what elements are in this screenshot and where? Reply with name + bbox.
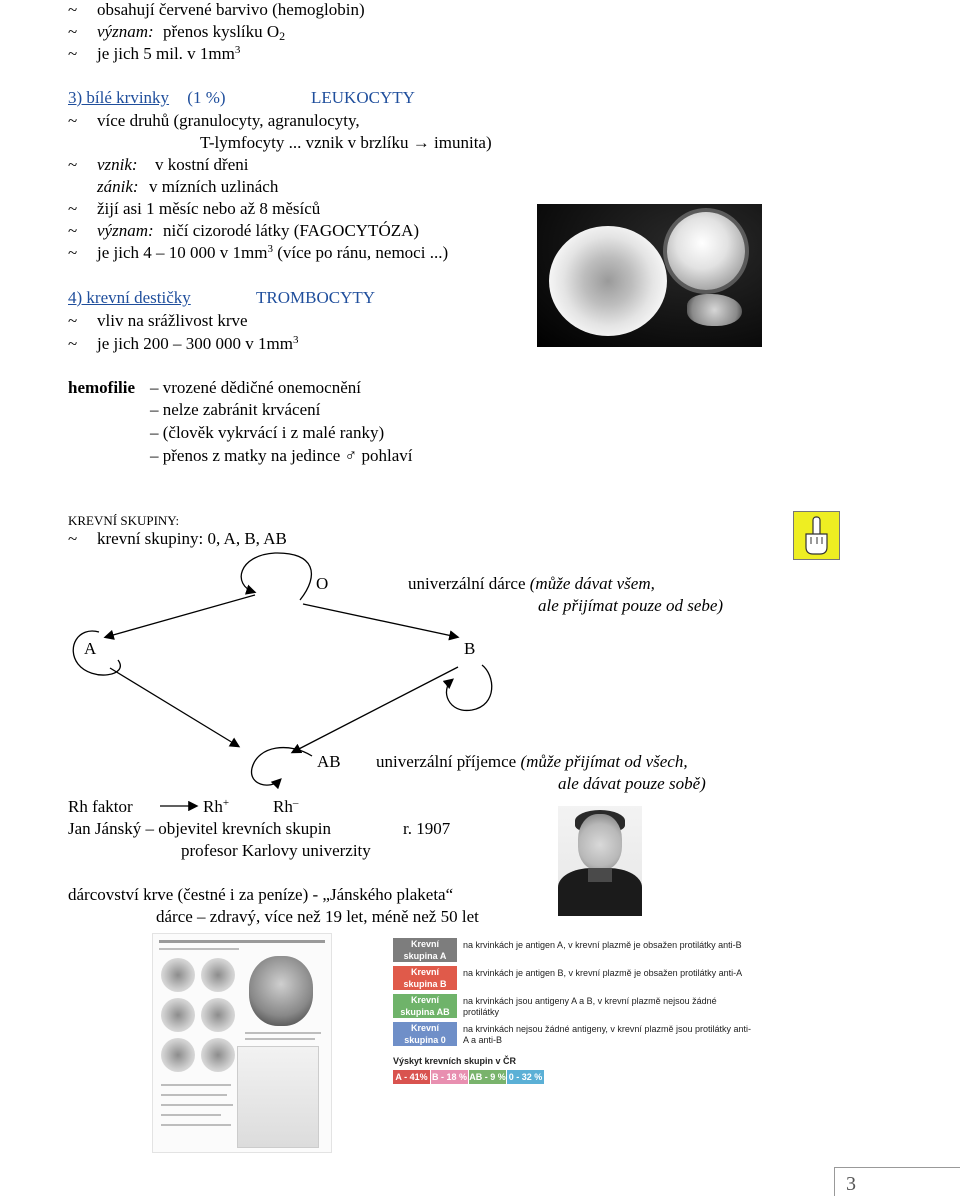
donation-line1: dárcovství krve (čestné i za peníze) - „Jánského plaketa“ — [68, 885, 454, 904]
leukocyte-lifespan: žijí asi 1 měsíc nebo až 8 měsíců — [97, 199, 321, 218]
bloodgroup-table-row: Krevní skupina AB na krvinkách jsou antigeny A a B, v krevní plazmě nejsou žádné protilátky — [393, 994, 751, 1020]
rh-factor-label: Rh faktor — [68, 797, 133, 816]
arrow-o-to-b — [303, 604, 457, 637]
arrow-b-to-ab — [293, 667, 458, 752]
rh-positive: Rh+ — [203, 797, 230, 816]
jansky-line2: profesor Karlovy univerzity — [181, 841, 371, 860]
leukocyte-meaning: ničí cizorodé látky (FAGOCYTÓZA) — [163, 221, 420, 240]
group-node-b: B — [464, 639, 476, 658]
tilde-bullet: ~ — [68, 0, 78, 19]
arrow-a-self — [73, 631, 120, 675]
universal-donor-label: univerzální dárce (může dávat všem, — [408, 574, 655, 593]
tilde-bullet: ~ — [68, 311, 78, 330]
leukocyte-count: je jich 4 – 10 000 v $1mm^3$ (více po ránu, nemoci ...) — [97, 243, 449, 262]
tilde-bullet: ~ — [68, 334, 78, 353]
universal-recipient-label: univerzální příjemce (může přijímat od všech, — [376, 752, 688, 771]
group-node-o: O — [316, 574, 329, 593]
bloodgroups-heading: KREVNÍ SKUPINY: — [68, 513, 180, 528]
bloodgroup-table-image — [393, 938, 751, 1086]
erythrocyte-meaning: přenos kyslíku $O_2$ — [163, 22, 286, 43]
rh-negative: Rh– — [273, 797, 299, 816]
tilde-bullet: ~ — [68, 44, 78, 63]
bloodgroups-list: krevní skupiny: 0, A, B, AB — [97, 529, 287, 548]
cz-frequency-title: Výskyt krevních skupin v ČR — [393, 1056, 517, 1066]
leukocyte-origin-label: vznik: — [97, 155, 138, 174]
tilde-bullet: ~ — [68, 243, 78, 262]
leukocyte-end: v mízních uzlinách — [149, 177, 279, 196]
erythrocyte-meaning-label: význam: — [97, 22, 154, 41]
arrow-a-to-ab — [110, 668, 238, 746]
jansky-year: r. 1907 — [403, 819, 451, 838]
universal-recipient-note: ale dávat pouze sobě) — [558, 774, 706, 793]
leukocyte-heading: 3) bílé krvinky — [68, 88, 170, 107]
leukocyte-percent: (1 %) — [187, 88, 226, 107]
tilde-bullet: ~ — [68, 221, 78, 240]
erythrocyte-hemoglobin: obsahují červené barvivo (hemoglobin) — [97, 0, 365, 19]
jansky-portrait — [558, 806, 642, 916]
group-node-a: A — [84, 639, 97, 658]
leukocyte-end-label: zánik: — [97, 177, 139, 196]
hemophilia-line4: – přenos z matky na jedince ♂ pohlaví — [150, 446, 413, 465]
cz-frequency-row: A - 41% B - 18 % AB - 9 % 0 - 32 % — [393, 1070, 543, 1084]
hemophilia-term: hemofilie — [68, 378, 136, 397]
hemophilia-line1: – vrozené dědičné onemocnění — [150, 378, 361, 397]
erythrocyte-count: je jich 5 mil. v $1mm^3$ — [97, 44, 241, 63]
leukocyte-types: více druhů (granulocyty, agranulocyty, — [97, 111, 360, 130]
page-number: 3 — [846, 1173, 856, 1195]
tilde-bullet: ~ — [68, 155, 78, 174]
hemophilia-line2: – nelze zabránit krvácení — [150, 400, 321, 419]
bloodgroup-table-row: Krevní skupina 0 na krvinkách nejsou žádné antigeny, v krevní plazmě jsou protilátky anti-A a anti-B — [393, 1022, 751, 1048]
arrow-ab-self — [252, 748, 312, 786]
universal-donor-note: ale přijímat pouze od sebe) — [538, 596, 724, 615]
arrow-o-self — [241, 553, 311, 600]
tilde-bullet: ~ — [68, 529, 78, 548]
bloodgroup-table-row: Krevní skupina A na krvinkách je antigen A, v krevní plazmě je obsažen protilátky anti-B — [393, 938, 751, 964]
arrow-b-self — [446, 665, 491, 710]
leukocyte-t-lymphocytes: T-lymfocyty ... vznik v brzlíku → imunita) — [200, 133, 492, 152]
leukocyte-title: LEUKOCYTY — [311, 88, 415, 107]
group-node-ab: AB — [317, 752, 341, 771]
platelet-count: je jich 200 – 300 000 v $1mm^3$ — [97, 334, 299, 353]
platelet-heading: 4) krevní destičky — [68, 288, 191, 307]
arrow-o-to-a — [106, 595, 255, 637]
platelet-clotting: vliv na srážlivost krve — [97, 311, 248, 330]
tilde-bullet: ~ — [68, 111, 78, 130]
tilde-bullet: ~ — [68, 199, 78, 218]
platelet-title: TROMBOCYTY — [256, 288, 376, 307]
jansky-line1: Jan Jánský – objevitel krevních skupin — [68, 819, 331, 838]
textbook-page-image — [152, 933, 332, 1153]
donation-line2: dárce – zdravý, více než 19 let, méně než 50 let — [156, 907, 479, 926]
leukocyte-meaning-label: význam: — [97, 221, 154, 240]
bloodgroup-table-row: Krevní skupina B na krvinkách je antigen B, v krevní plazmě je obsažen protilátky anti-A — [393, 966, 751, 992]
hemophilia-line3: – (člověk vykrvácí i z malé ranky) — [150, 423, 385, 442]
tilde-bullet: ~ — [68, 22, 78, 41]
leukocyte-origin: v kostní dřeni — [155, 155, 249, 174]
